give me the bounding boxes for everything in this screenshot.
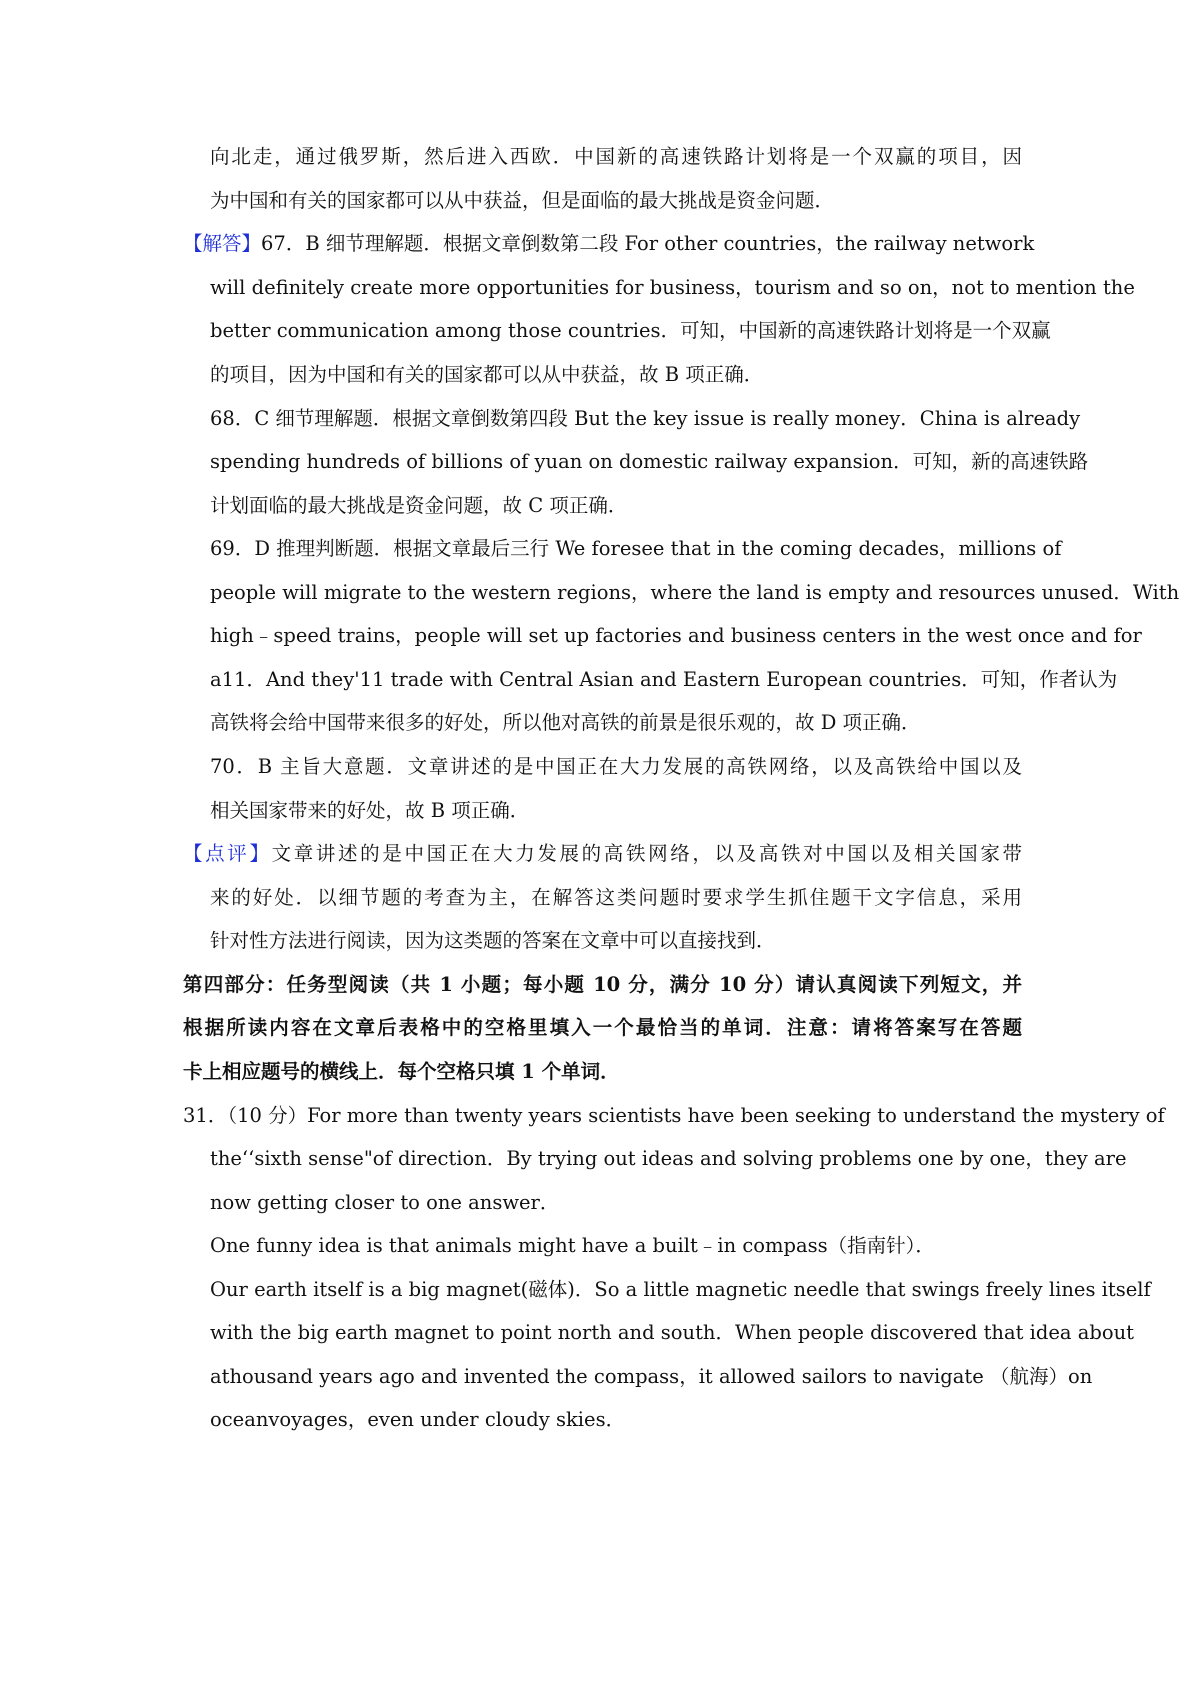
answer-line: 高铁将会给中国带来很多的好处，所以他对高铁的前景是很乐观的，故 D 项正确．	[210, 711, 921, 734]
answer-line: a11．And they'11 trade with Central Asian and Eastern European countries．可知，作者认为	[210, 668, 1118, 691]
section-heading: 第四部分：任务型阅读（共 1 小题；每小题 10 分，满分 10 分）请认真阅读下列短文，并	[183, 973, 1022, 996]
answer-line: 70．B 主旨大意题．文章讲述的是中国正在大力发展的高铁网络，以及高铁给中国以及	[210, 755, 1022, 778]
answer-text: 67．B 细节理解题．根据文章倒数第二段 For other countries，the railway network	[261, 232, 1035, 255]
answer-line: people will migrate to the western regions，where the land is empty and resources unused．With	[210, 581, 1180, 604]
comment-tag: 【点评】	[183, 842, 272, 865]
passage-line: now getting closer to one answer．	[210, 1191, 560, 1214]
answer-line: 计划面临的最大挑战是资金问题，故 C 项正确．	[210, 494, 628, 517]
comment-line: 来的好处．以细节题的考查为主，在解答这类问题时要求学生抓住题干文字信息，采用	[210, 886, 1022, 909]
answer-line: spending hundreds of billions of yuan on domestic railway expansion．可知，新的高速铁路	[210, 450, 1089, 473]
section-heading: 根据所读内容在文章后表格中的空格里填入一个最恰当的单词．注意：请将答案写在答题	[183, 1016, 1022, 1039]
comment-paragraph	[183, 840, 1022, 868]
passage-line: Our earth itself is a big magnet(磁体)．So a little magnetic needle that swings freely lines itself	[210, 1278, 1151, 1301]
analysis-line: 向北走，通过俄罗斯，然后进入西欧．中国新的高速铁路计划将是一个双赢的项目，因	[210, 145, 1022, 168]
section-heading: 卡上相应题号的横线上．每个空格只填 1 个单词．	[183, 1060, 620, 1083]
comment-line: 针对性方法进行阅读，因为这类题的答案在文章中可以直接找到．	[210, 929, 776, 952]
answer-tag: 【解答】	[183, 232, 262, 255]
answer-line: high﹣speed trains，people will set up factories and business centers in the west once and for	[210, 624, 1142, 647]
passage-line: oceanvoyages，even under cloudy skies．	[210, 1408, 626, 1431]
answer-line: 69．D 推理判断题．根据文章最后三行 We foresee that in the coming decades，millions of	[210, 537, 1062, 560]
comment-text: 文章讲述的是中国正在大力发展的高铁网络，以及高铁对中国以及相关国家带	[271, 842, 1022, 865]
passage-line: with the big earth magnet to point north and south．When people discovered that idea about	[210, 1321, 1134, 1344]
question-31-line: 31．（10 分）For more than twenty years scientists have been seeking to understand the mystery of	[183, 1104, 1165, 1127]
answer-line: 相关国家带来的好处，故 B 项正确．	[210, 799, 530, 822]
answer-line: 的项目，因为中国和有关的国家都可以从中获益，故 B 项正确．	[210, 363, 764, 386]
passage-line: the‘‘sixth sense"of direction．By trying out ideas and solving problems one by one，they are	[210, 1147, 1127, 1170]
answer-line: 68．C 细节理解题．根据文章倒数第四段 But the key issue is really money．China is already	[210, 407, 1081, 430]
answer-line: better communication among those countries．可知，中国新的高速铁路计划将是一个双赢	[210, 319, 1051, 342]
passage-line: athousand years ago and invented the compass，it allowed sailors to navigate （航海）on	[210, 1365, 1093, 1388]
analysis-line: 为中国和有关的国家都可以从中获益，但是面临的最大挑战是资金问题．	[210, 189, 835, 212]
answer-line: will definitely create more opportunities for business，tourism and so on，not to mention the	[210, 276, 1135, 299]
answer-paragraph-67	[183, 230, 1035, 258]
passage-line: One funny idea is that animals might have a built﹣in compass（指南针）．	[210, 1234, 935, 1257]
